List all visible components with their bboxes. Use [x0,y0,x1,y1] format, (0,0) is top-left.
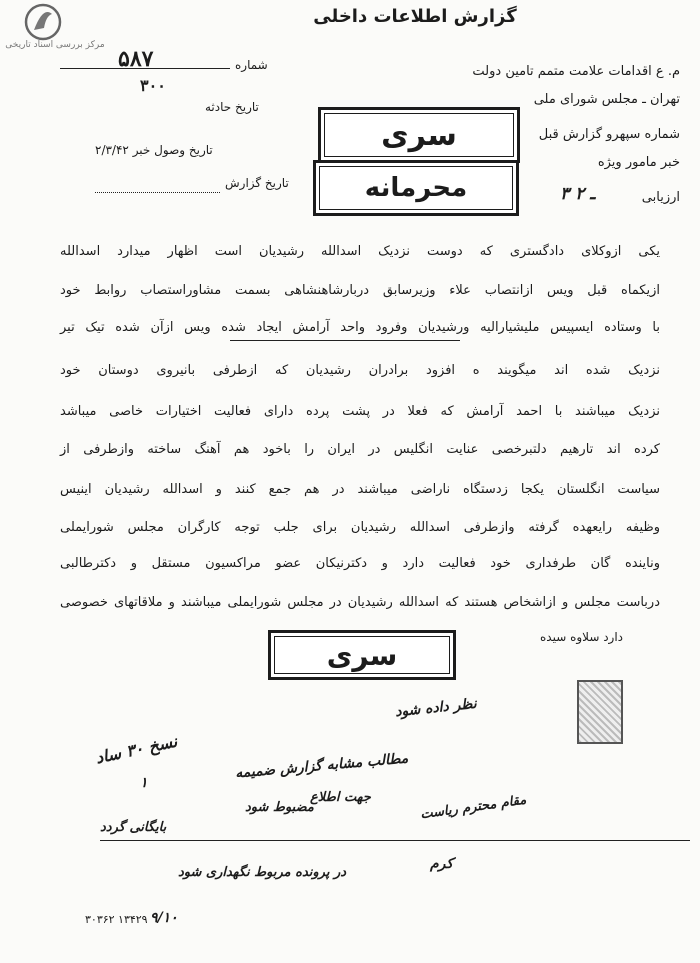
previous-report-line: شماره سپهرو گزارش قبل [538,127,680,142]
body-line: ازیکماه قبل ویس ازانتصاب علاء وزیرسابق دربارشاهنشاهی بسمت مشاوراستصاب روابط خود [60,283,660,298]
secret-stamp-bottom [268,630,456,680]
handwritten-note-mid-5: بایگانی گردد [100,820,167,835]
body-line: نزدیک میباشند با احمد آرامش که فعلا در پشت پرده دارای فعالیت اختیارات خاصی میباشد [60,404,660,419]
handwritten-note-left: نسخ ۳۰ ساد [93,731,179,768]
body-line: با وستاده ایسپیس ملیشیارالیه ورشیدیان وفرود واحد آرامش ایجاد شده ویس ازآن شده تیک تیر [60,320,660,335]
report-date-label: تاریخ گزارش [225,176,289,190]
news-received-date: تاریخ وصول خبر ۲/۳/۴۲ [95,143,213,157]
body-line: وظیفه رایعهده گرفته وازطرفی اسدالله رشیدیان برای جلب توجه کارگران مجلس شورایملی [60,520,660,535]
incident-date-label: تاریخ حادثه [205,100,259,114]
body-line: سیاست انگلستان یکجا زدستگاه ناراضی میباشند در هم جمع کنند و اسدالله رشیدیان اینیس [60,482,660,497]
handwritten-note-right: نظر داده شود [394,695,478,721]
secret-stamp-top-text: سری [324,113,514,157]
handwritten-note-mid-4: مضبوط شود [245,800,314,815]
handwritten-note-bottom: در پرونده مربوط نگهداری شود [178,865,347,880]
footer-rule [100,840,690,841]
handwritten-note-mid-2: جهت اطلاع [310,790,371,805]
distribution-note: دارد سلاوه سیده [540,630,624,644]
source-line: خبر مامور ویژه [597,155,680,170]
body-line: کرده اند تارهیم دلتبرخصی عنایت انگلیس در ایران را باخود هم آهنگ ساخته وازطرفی از [60,442,660,457]
secret-stamp-bottom-text: سری [274,636,450,674]
body-line: درباست مجلس و ازاشخاص هستند که اسدالله رشیدیان در مجلس شورایملی میباشند و ملاقاتهای خصوصی [60,595,660,610]
confidential-stamp [313,160,519,216]
number-label: شماره [235,58,268,72]
handwritten-note-mid-3: مقام محترم ریاست [419,792,528,823]
secret-stamp-top [318,107,520,163]
body-underline [230,340,460,341]
report-date-line [95,192,220,193]
handwritten-date: ۹/۱۰ [150,910,178,926]
number-sub-value: ۳۰۰ [140,76,166,95]
evaluation-label: ارزیابی [641,190,680,205]
handwritten-note-right-bottom: کرم [430,856,454,872]
sender-line: تهران ـ مجلس شورای ملی [533,92,680,107]
body-line: وناینده گان طرفداری خود فعالیت دارد و دکترنیکان عضو مراکسیون مستقل و دکترطالبی [60,556,660,571]
logo-caption: مرکز بررسی اسناد تاریخی [5,40,105,50]
number-underline [60,68,230,69]
official-seal [577,680,623,744]
handwritten-note-mid-1: مطالب مشابه گزارش ضمیمه [234,750,409,782]
archive-logo-icon [20,2,66,42]
file-number: ۳۰۳۶۲ ۱۳۴۲۹ [85,913,148,926]
number-value: ۵۸۷ [118,46,154,72]
body-line: یکی ازوکلای دادگستری که دوست نزدیک اسدالله رشیدیان است اظهار میدارد اسدالله [60,244,660,259]
report-title: گزارش اطلاعات داخلی [313,6,517,27]
confidential-stamp-text: محرمانه [319,166,513,210]
evaluation-value: ۳ ـ ۲ [560,184,596,204]
recipient-line: م. ع اقدامات علامت متمم تامین دولت [472,64,680,79]
body-line: نزدیک شده اند میگویند ه افزود برادران رشیدیان که ازطرفی بانیروی دوستان خود [60,363,660,378]
handwritten-note-left-sub: ۱ [140,775,148,791]
